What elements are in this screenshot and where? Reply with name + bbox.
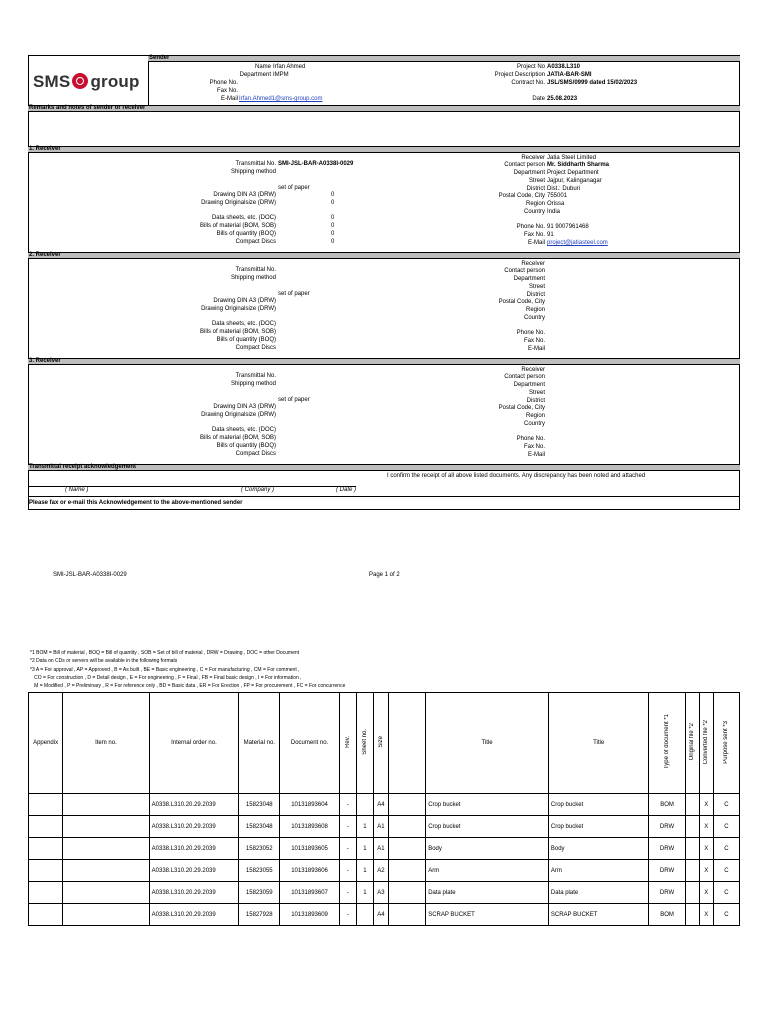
- cell-original-file: [685, 860, 699, 882]
- drawing-orig-label: Drawing Originalsize (DRW): [201, 412, 276, 418]
- document-table: [28, 692, 740, 926]
- transmittal-label: Transmittal No.: [235, 161, 276, 167]
- street-value: Jajpur, Kalinganagar: [547, 178, 602, 184]
- drawing-orig-count: 0: [331, 200, 335, 206]
- cell-blank: [388, 882, 425, 904]
- set-of-paper-label: set of paper: [278, 291, 310, 297]
- col-rev: [339, 693, 356, 794]
- postal-label: Postal Code, City: [498, 299, 545, 305]
- receiver-fax: 91: [547, 232, 554, 238]
- receiver-email-label: E-Mail: [527, 240, 545, 246]
- bom-label: Bills of material (BOM, SOB): [199, 223, 276, 229]
- cell-type-of-document: DRW: [649, 882, 685, 904]
- table-row: [29, 816, 740, 838]
- sender-department-label: Department: [239, 72, 271, 78]
- receiver-phone: 91 9007961468: [547, 224, 589, 230]
- contact-label: Contact person: [504, 374, 545, 380]
- cell-item-no: [63, 816, 149, 838]
- cell-title-2: Body: [548, 838, 649, 860]
- receiver-3-bar: [28, 358, 740, 365]
- cell-type-of-document: DRW: [649, 860, 685, 882]
- cell-blank: [388, 794, 425, 816]
- sms-logo-icon: [72, 73, 88, 89]
- receiver-2-block: [0, 260, 768, 358]
- cell-size: A1: [373, 838, 388, 860]
- col-type-label: Type of document *1: [664, 714, 671, 770]
- cell-blank: [388, 838, 425, 860]
- table-row: [29, 882, 740, 904]
- cell-sheet-no: 1: [356, 816, 373, 838]
- cell-rev: -: [339, 904, 356, 926]
- cell-purpose-sent: C: [713, 794, 739, 816]
- cell-material-no: 15823048: [239, 794, 280, 816]
- sender-email-label: E-Mail: [220, 96, 238, 102]
- cell-purpose-sent: C: [713, 816, 739, 838]
- cell-internal-order-no: A0338.L310.20.29.2039: [149, 904, 239, 926]
- cell-item-no: [63, 904, 149, 926]
- boq-label: Bills of quantity (BOQ): [216, 443, 276, 449]
- cell-type-of-document: DRW: [649, 816, 685, 838]
- cell-title-1: SCRAP BUCKET: [426, 904, 549, 926]
- receiver-1-label: 1. Receiver: [29, 146, 61, 152]
- boq-label: Bills of quantity (BOQ): [216, 337, 276, 343]
- region-value: Orissa: [547, 201, 565, 207]
- country-label: Country: [523, 421, 545, 427]
- receiver-phone-label: Phone No.: [516, 224, 545, 230]
- cell-converted-file: X: [699, 860, 713, 882]
- cell-appendix: [29, 794, 63, 816]
- sender-name: Irfan Ahmed: [273, 64, 306, 70]
- cell-sheet-no: 1: [356, 860, 373, 882]
- cell-purpose-sent: C: [713, 860, 739, 882]
- sender-email-link[interactable]: Irfan.Ahmed1@sms-group.com: [239, 96, 323, 102]
- col-size: [373, 693, 388, 794]
- receiver-email-link[interactable]: project@jatiasteel.com: [547, 240, 608, 246]
- cell-converted-file: X: [699, 904, 713, 926]
- receiver-department: Project Department: [547, 170, 599, 176]
- receiver-fax-label: Fax No.: [523, 338, 545, 344]
- street-label: Street: [528, 390, 545, 396]
- cell-blank: [388, 816, 425, 838]
- receiver-fax-label: Fax No.: [523, 232, 545, 238]
- cell-item-no: [63, 794, 149, 816]
- receiver-email-label: E-Mail: [527, 452, 545, 458]
- col-converted-label: Converted file *2: [703, 719, 710, 765]
- table-row: [29, 794, 740, 816]
- transmittal-label: Transmittal No.: [235, 373, 276, 379]
- table-header-row: [29, 693, 740, 794]
- col-sheet-no: [356, 693, 373, 794]
- cell-appendix: [29, 816, 63, 838]
- cell-item-no: [63, 860, 149, 882]
- cell-sheet-no: [356, 904, 373, 926]
- cell-blank: [388, 904, 425, 926]
- table-row: [29, 860, 740, 882]
- date-label: Date: [532, 96, 545, 102]
- cell-material-no: 15823059: [239, 882, 280, 904]
- set-of-paper-label: set of paper: [278, 397, 310, 403]
- datasheets-count: 0: [331, 215, 335, 221]
- project-no-label: Project No: [516, 64, 545, 70]
- remarks-bar: [28, 105, 740, 112]
- cell-item-no: [63, 838, 149, 860]
- ack-note: Please fax or e-mail this Acknowledgement to the above-mentioned sender: [29, 500, 243, 506]
- cell-original-file: [685, 794, 699, 816]
- receiver-name: Jatia Steel Limited: [547, 155, 597, 161]
- receiver-3-label: 3. Receiver: [29, 358, 61, 364]
- cell-title-2: Crop bucket: [548, 794, 649, 816]
- remarks-field[interactable]: [150, 113, 738, 146]
- sender-phone-label: Phone No.: [209, 80, 238, 86]
- cell-title-2: Crop bucket: [548, 816, 649, 838]
- district-label: District: [526, 186, 545, 192]
- cell-document-no: 10131893605: [280, 838, 339, 860]
- cell-rev: -: [339, 882, 356, 904]
- cell-sheet-no: 1: [356, 838, 373, 860]
- cell-rev: -: [339, 860, 356, 882]
- street-label: Street: [528, 178, 545, 184]
- col-converted-file: [699, 693, 713, 794]
- region-label: Region: [525, 201, 545, 207]
- drawing-orig-label: Drawing Originalsize (DRW): [201, 200, 276, 206]
- cell-type-of-document: DRW: [649, 838, 685, 860]
- sms-group-logo: SMS group: [33, 72, 140, 91]
- receiver-department-label: Department: [513, 170, 545, 176]
- remarks-label: Remarks and notes of sender or receiver: [29, 105, 146, 111]
- col-appendix: Appendix: [29, 693, 63, 794]
- cell-size: A4: [373, 794, 388, 816]
- shipping-label: Shipping method: [230, 169, 276, 175]
- receiver-email-label: E-Mail: [527, 346, 545, 352]
- table-row: [29, 838, 740, 860]
- receiver-1-bar: [28, 146, 740, 153]
- cell-size: A2: [373, 860, 388, 882]
- cell-material-no: 15827928: [239, 904, 280, 926]
- transmittal-no: SMI-JSL-BAR-A0338I-0029: [278, 161, 354, 167]
- region-label: Region: [525, 307, 545, 313]
- transmittal-label: Transmittal No.: [235, 267, 276, 273]
- district-label: District: [526, 292, 545, 298]
- postal-label: Postal Code, City: [498, 193, 545, 199]
- cell-material-no: 15823052: [239, 838, 280, 860]
- receiver-phone-label: Phone No.: [516, 330, 545, 336]
- date-value: 25.08.2023: [547, 96, 578, 102]
- col-purpose-label: Purpose sent *3: [723, 720, 730, 764]
- bom-label: Bills of material (BOM, SOB): [199, 329, 276, 335]
- col-original-label: Original file *2: [689, 723, 696, 761]
- col-type-of-document: [649, 693, 685, 794]
- sender-bar: [148, 55, 740, 62]
- drawing-a3-label: Drawing DIN A3 (DRW): [213, 404, 276, 410]
- cell-title-1: Body: [426, 838, 549, 860]
- ack-date-label: ( Date ): [336, 487, 357, 493]
- legend-line-4: CO = For construction , D = Detail design , E = For engineering , F = Final , FB = Final basic design , I = For information ,: [30, 675, 302, 681]
- cell-original-file: [685, 882, 699, 904]
- contact-label: Contact person: [504, 268, 545, 274]
- country-value: India: [547, 209, 561, 215]
- sender-section-label: Sender: [149, 55, 170, 61]
- receiver-label: Receiver: [521, 367, 545, 373]
- receiver-phone-label: Phone No.: [516, 436, 545, 442]
- legend-line-5: M = Modified , P = Preliminary , R = For reference only , BD = Basic data , ER = For Erection , FP = For procurement , FC = For concurrence: [30, 683, 346, 689]
- cell-internal-order-no: A0338.L310.20.29.2039: [149, 794, 239, 816]
- cell-size: A1: [373, 816, 388, 838]
- project-no: A0338.L310: [547, 64, 581, 70]
- boq-count: 0: [331, 231, 335, 237]
- cell-rev: -: [339, 794, 356, 816]
- cd-label: Compact Discs: [235, 451, 276, 457]
- contact-person: Mr. Siddharth Sharma: [547, 162, 610, 168]
- legend-line-2: *2 Data on CDs or servers will be available in the following formats: [30, 658, 178, 664]
- col-title-2: Title: [548, 693, 649, 794]
- datasheets-label: Data sheets, etc. (DOC): [211, 427, 276, 433]
- cell-title-1: Crop bucket: [426, 794, 549, 816]
- street-label: Street: [528, 284, 545, 290]
- cell-sheet-no: 1: [356, 882, 373, 904]
- receiver-fax-label: Fax No.: [523, 444, 545, 450]
- datasheets-label: Data sheets, etc. (DOC): [211, 215, 276, 221]
- drawing-a3-label: Drawing DIN A3 (DRW): [213, 298, 276, 304]
- col-purpose-sent: [713, 693, 739, 794]
- cell-item-no: [63, 882, 149, 904]
- postal-label: Postal Code, City: [498, 405, 545, 411]
- sender-fax-label: Fax No.: [216, 88, 238, 94]
- cell-internal-order-no: A0338.L310.20.29.2039: [149, 838, 239, 860]
- col-title-1: Title: [426, 693, 549, 794]
- cell-title-1: Crop bucket: [426, 816, 549, 838]
- contract-no: JSL/SMS/0999 dated 15/02/2023: [547, 80, 638, 86]
- district-value: Dist.: Duburi: [547, 186, 581, 192]
- cell-appendix: [29, 882, 63, 904]
- cell-document-no: 10131893608: [280, 816, 339, 838]
- receiver-2-label: 2. Receiver: [29, 252, 61, 258]
- receiver-1-block: [0, 154, 768, 252]
- drawing-a3-count: 0: [331, 192, 335, 198]
- cell-rev: -: [339, 838, 356, 860]
- region-label: Region: [525, 413, 545, 419]
- col-size-label: Size: [377, 736, 384, 748]
- contract-label: Contract No.: [511, 80, 545, 86]
- cell-type-of-document: BOM: [649, 794, 685, 816]
- country-label: Country: [523, 209, 545, 215]
- col-material-no: Material no.: [239, 693, 280, 794]
- cell-blank: [388, 860, 425, 882]
- sender-name-label: Name: [254, 64, 271, 70]
- cell-converted-file: X: [699, 882, 713, 904]
- postal-value: 755001: [547, 193, 568, 199]
- cell-type-of-document: BOM: [649, 904, 685, 926]
- cell-original-file: [685, 838, 699, 860]
- cell-document-no: 10131893604: [280, 794, 339, 816]
- cell-sheet-no: [356, 794, 373, 816]
- receiver-department-label: Department: [513, 382, 545, 388]
- ack-bar: [28, 464, 740, 471]
- col-sheet-no-label: Sheet no.: [361, 729, 368, 755]
- cell-purpose-sent: C: [713, 838, 739, 860]
- cell-size: A3: [373, 882, 388, 904]
- cell-original-file: [685, 816, 699, 838]
- cd-label: Compact Discs: [235, 345, 276, 351]
- col-original-file: [685, 693, 699, 794]
- shipping-label: Shipping method: [230, 275, 276, 281]
- bom-count: 0: [331, 223, 335, 229]
- country-label: Country: [523, 315, 545, 321]
- receiver-label: Receiver: [521, 155, 545, 161]
- contact-label: Contact person: [504, 162, 545, 168]
- project-desc: JATIA-BAR-SMI: [547, 72, 592, 78]
- cd-count: 0: [331, 239, 335, 245]
- cell-appendix: [29, 838, 63, 860]
- boq-label: Bills of quantity (BOQ): [216, 231, 276, 237]
- datasheets-label: Data sheets, etc. (DOC): [211, 321, 276, 327]
- col-document-no: Document no.: [280, 693, 339, 794]
- shipping-label: Shipping method: [230, 381, 276, 387]
- cell-appendix: [29, 860, 63, 882]
- cell-appendix: [29, 904, 63, 926]
- cell-title-1: Data plate: [426, 882, 549, 904]
- sender-department: IMPM: [273, 72, 289, 78]
- cell-document-no: 10131893609: [280, 904, 339, 926]
- cell-document-no: 10131893607: [280, 882, 339, 904]
- cell-original-file: [685, 904, 699, 926]
- legend-line-1: *1 BOM = Bill of material , BOQ = Bill of quantity , SOB = Set of bill of material , DRW = Drawing , DOC = other Document: [30, 650, 300, 656]
- cell-material-no: 15823048: [239, 816, 280, 838]
- cell-converted-file: X: [699, 816, 713, 838]
- legend-line-3: *3 A = For approval , AP = Approved , B = As built , BE = Basic engineering , C = For manufacturing , CM = For comment ,: [30, 667, 300, 673]
- project-desc-label: Project Description: [494, 72, 545, 78]
- footer-page-number: Page 1 of 2: [369, 572, 400, 578]
- cell-purpose-sent: C: [713, 882, 739, 904]
- cell-internal-order-no: A0338.L310.20.29.2039: [149, 882, 239, 904]
- cell-title-1: Arm: [426, 860, 549, 882]
- receiver-label: Receiver: [521, 261, 545, 267]
- cell-title-2: Data plate: [548, 882, 649, 904]
- bom-label: Bills of material (BOM, SOB): [199, 435, 276, 441]
- receiver-3-block: [0, 366, 768, 464]
- cell-internal-order-no: A0338.L310.20.29.2039: [149, 860, 239, 882]
- table-row: [29, 904, 740, 926]
- ack-section-label: Transmittal receipt acknowledgement: [29, 464, 137, 470]
- cell-rev: -: [339, 816, 356, 838]
- drawing-a3-label: Drawing DIN A3 (DRW): [213, 192, 276, 198]
- col-item-no: Item no.: [63, 693, 149, 794]
- logo-divider: [148, 55, 149, 105]
- cell-title-2: SCRAP BUCKET: [548, 904, 649, 926]
- col-internal-order-no: Internal order no.: [149, 693, 239, 794]
- receiver-department-label: Department: [513, 276, 545, 282]
- district-label: District: [526, 398, 545, 404]
- drawing-orig-label: Drawing Originalsize (DRW): [201, 306, 276, 312]
- col-blank: [388, 693, 425, 794]
- ack-confirm-text: I confirm the receipt of all above listed documents. Any discrepancy has been noted and attached: [387, 473, 646, 479]
- cell-converted-file: X: [699, 838, 713, 860]
- ack-name-label: ( Name ): [65, 487, 89, 493]
- cell-converted-file: X: [699, 794, 713, 816]
- col-rev-label: Rev.: [344, 736, 351, 748]
- ack-divider: [28, 496, 740, 497]
- cell-material-no: 15823055: [239, 860, 280, 882]
- receiver-2-bar: [28, 252, 740, 259]
- cell-size: A4: [373, 904, 388, 926]
- cell-purpose-sent: C: [713, 904, 739, 926]
- footer-doc-id: SMI-JSL-BAR-A0338I-0029: [53, 572, 127, 578]
- cd-label: Compact Discs: [235, 239, 276, 245]
- cell-internal-order-no: A0338.L310.20.29.2039: [149, 816, 239, 838]
- ack-company-label: ( Company ): [241, 487, 275, 493]
- set-of-paper-label: set of paper: [278, 185, 310, 191]
- cell-document-no: 10131893606: [280, 860, 339, 882]
- cell-title-2: Arm: [548, 860, 649, 882]
